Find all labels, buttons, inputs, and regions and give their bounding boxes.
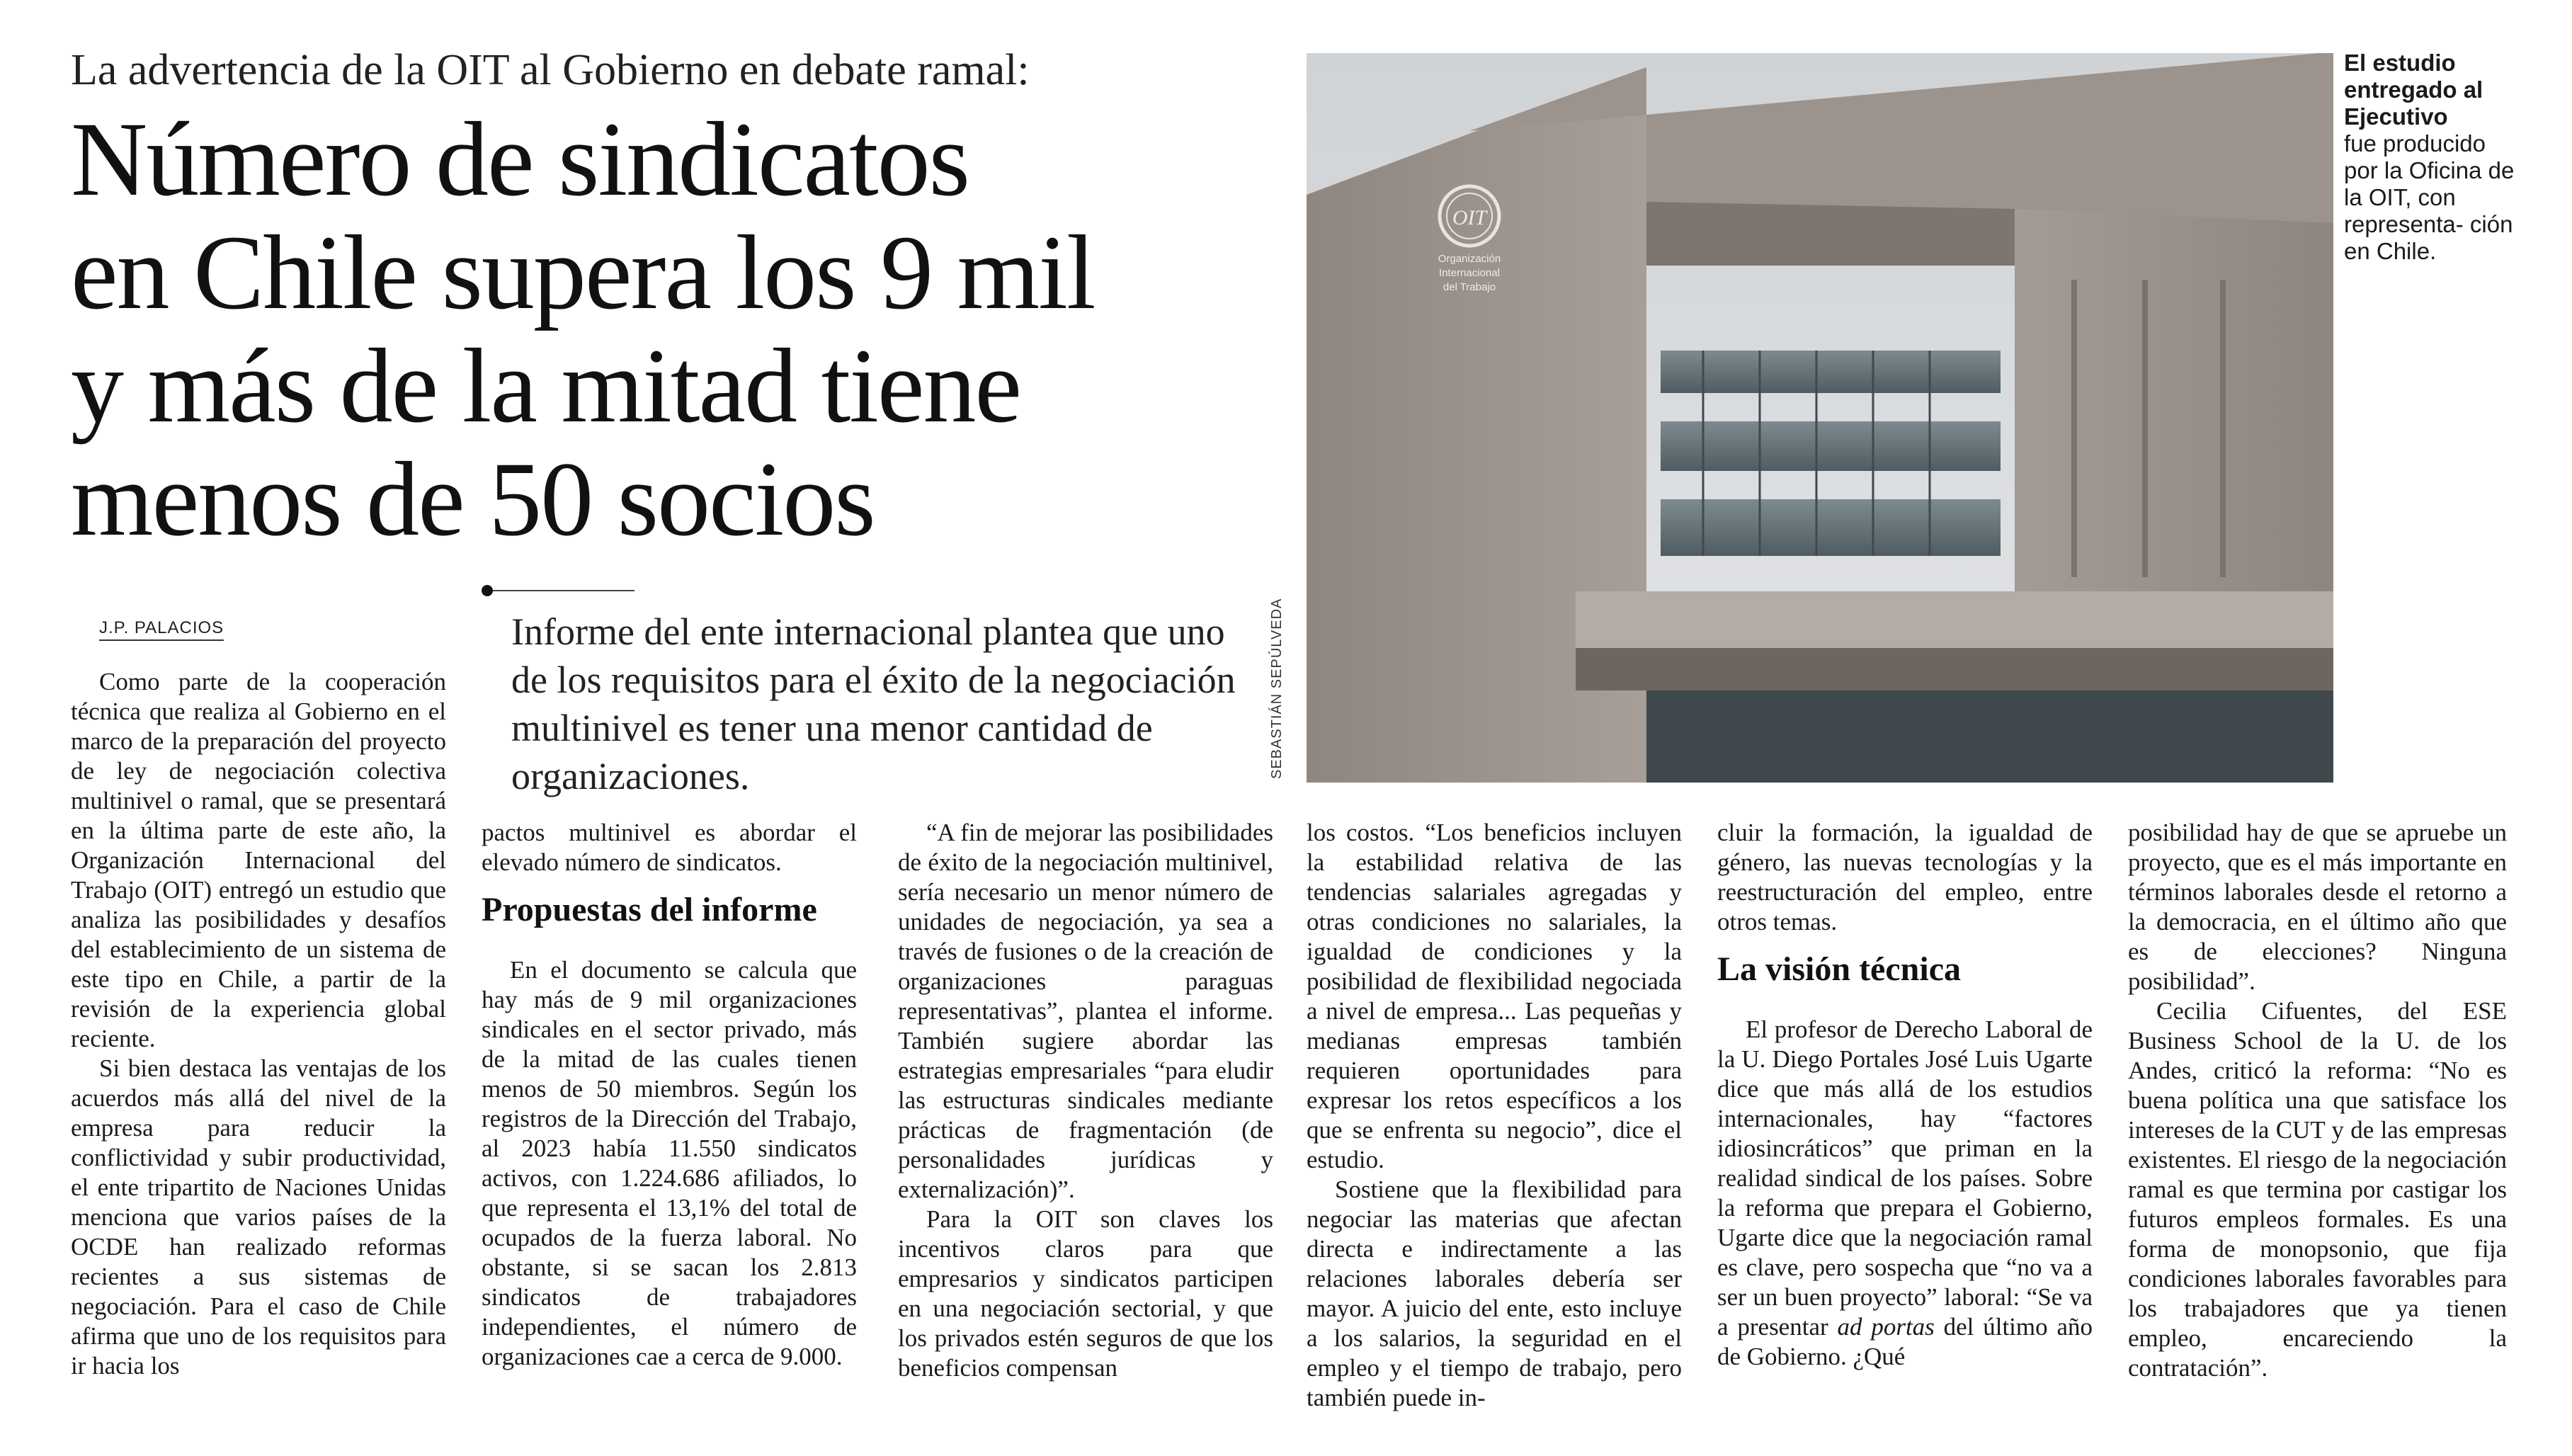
- subhead-propuestas: Propuestas del informe: [482, 891, 817, 928]
- paragraph-text: del último año de Gobierno. ¿Qué: [1717, 1313, 2093, 1370]
- paragraph: [1717, 1015, 2093, 1372]
- paragraph: pactos multinivel es abordar el elevado número de sindicatos.: [482, 819, 857, 876]
- paragraph: En el documento se calcula que hay más de 9 mil organizaciones sindicales en el sector privado, más de la mitad de las cuales tienen menos de 50 miembros. Según los registros de la Dirección del Trabajo, al 2023 había 11.550 sindicatos activos, con 1.224.686 afiliados, lo que representa el 13,1% del total de ocupados de la fuerza laboral. No obstante, si se sacan los 2.813 sindicatos de trabajadores independientes, el número de organizaciones cae a cerca de 9.000.: [482, 956, 857, 1370]
- paragraph: “A fin de mejorar las posibilidades de éxito de la negociación multinivel, sería necesario un menor número de unidades de negociación, ya sea a través de fusiones o de la creación de organizaciones paraguas representativas”, plantea el informe. También sugiere abordar las estrategias empresariales “para eludir las estructuras sindicales mediante prácticas de fragmentación (de personalidades jurídicas y externalización)”.: [898, 819, 1273, 1203]
- paragraph: Sostiene que la flexibilidad para negociar las materias que afectan directa e indirectamente a las relaciones laborales debería ser mayor. A juicio del ente, esto incluye a los salarios, la seguridad en el empleo y el tiempo de trabajo, pero también puede in-: [1307, 1176, 1682, 1411]
- emphasis: ad portas: [1837, 1313, 1935, 1341]
- paragraph-text: El profesor de Derecho Laboral de la U. Diego Portales José Luis Ugarte dice que más allá de los estudios internacionales, hay “factores idiosincráticos” que priman en la realidad sindical de los países. Sobre la reforma que prepara el Gobierno, Ugarte dice que la negociación ramal es clave, pero sospecha que “no va a ser un buen proyecto” laboral: “Se va a presentar: [1717, 1016, 2093, 1341]
- sign-line: Organización: [1438, 253, 1501, 265]
- paragraph: Para la OIT son claves los incentivos claros para que empresarios y sindicatos participen en una negociación sectorial, y que los privados estén seguros de que los beneficios compensan: [898, 1205, 1273, 1382]
- photo-caption: [2344, 50, 2521, 265]
- photo-credit: SEBASTIÁN SEPÚLVEDA: [1269, 598, 1285, 779]
- headline-line: Número de sindicatos: [71, 101, 969, 218]
- column-2: [482, 818, 857, 1372]
- sign-line: del Trabajo: [1443, 281, 1496, 293]
- deck-divider: [493, 590, 635, 591]
- column-6: [2128, 818, 2507, 1383]
- paragraph: cluir la formación, la igualdad de género, las nuevas tecnologías y la reestructuración del empleo, entre otros temas.: [1717, 819, 2093, 935]
- deck-bullet-icon: [482, 585, 493, 596]
- headline-line: menos de 50 socios: [71, 440, 875, 558]
- column-3: [898, 818, 1273, 1383]
- oit-logo-text: OIT: [1452, 206, 1487, 229]
- caption-lead: El estudio entregado al Ejecutivo: [2344, 50, 2483, 130]
- paragraph: Si bien destaca las ventajas de los acuerdos más allá del nivel de la empresa para reducir la conflictividad y subir productividad, el ente tripartito de Naciones Unidas menciona que varios países de la OCDE han realizado reformas recientes a sus sistemas de negociación. Para el caso de Chile afirma que uno de los requisitos para ir hacia los: [71, 1054, 446, 1380]
- kicker: La advertencia de la OIT al Gobierno en debate ramal:: [71, 46, 1030, 94]
- column-5: [1717, 818, 2093, 1372]
- headline-line: en Chile supera los 9 mil: [71, 214, 1095, 331]
- paragraph: Como parte de la cooperación técnica que realiza al Gobierno en el marco de la preparación del proyecto de ley de negociación colectiva multinivel o ramal, que se presentará en la última parte de este año, la Organización Internacional del Trabajo (OIT) entregó un estudio que analiza las posibilidades y desafíos del establecimiento de un sistema de este tipo en Chile, a partir de la revisión de la experiencia global reciente.: [71, 668, 446, 1052]
- subhead-vision: La visión técnica: [1717, 950, 1961, 988]
- sign-line: Internacional: [1439, 267, 1500, 279]
- headline-line: y más de la mitad tiene: [71, 327, 1021, 445]
- paragraph: posibilidad hay de que se apruebe un proyecto, que es el más importante en términos laborales desde el retorno a la democracia, en el último año que es de elecciones? Ninguna posibilidad”.: [2128, 819, 2507, 995]
- deck: Informe del ente internacional plantea que uno de los requisitos para el éxito de la negociación multinivel es tener una menor cantidad de organizaciones.: [511, 610, 1236, 797]
- byline: J.P. PALACIOS: [99, 618, 224, 641]
- headline: [71, 103, 1275, 556]
- paragraph: Cecilia Cifuentes, del ESE Business School de la U. de los Andes, criticó la reforma: “No es buena política una que satisface los intereses de la CUT y de las empresas existentes. El riesgo de la negociación ramal es que termina por castigar los futuros empleos formales. Es una forma de monopsonio, que fija condiciones laborales favorables para los trabajadores que ya tienen empleo, encareciendo la contratación”.: [2128, 997, 2507, 1382]
- building-photo: [1307, 53, 2333, 783]
- column-4: [1307, 818, 1682, 1413]
- paragraph: los costos. “Los beneficios incluyen la estabilidad relativa de las tendencias salariales agregadas y otras condiciones no salariales, la igualdad de condiciones y la posibilidad de flexibilidad negociada a nivel de empresa... Las pequeñas y medianas empresas también requieren oportunidades para expresar los retos específicos a los que se enfrenta su negocio”, dice el estudio.: [1307, 819, 1682, 1173]
- caption-text: fue producido por la Oficina de la OIT, con representa- ción en Chile.: [2344, 130, 2515, 264]
- column-1: [71, 667, 446, 1381]
